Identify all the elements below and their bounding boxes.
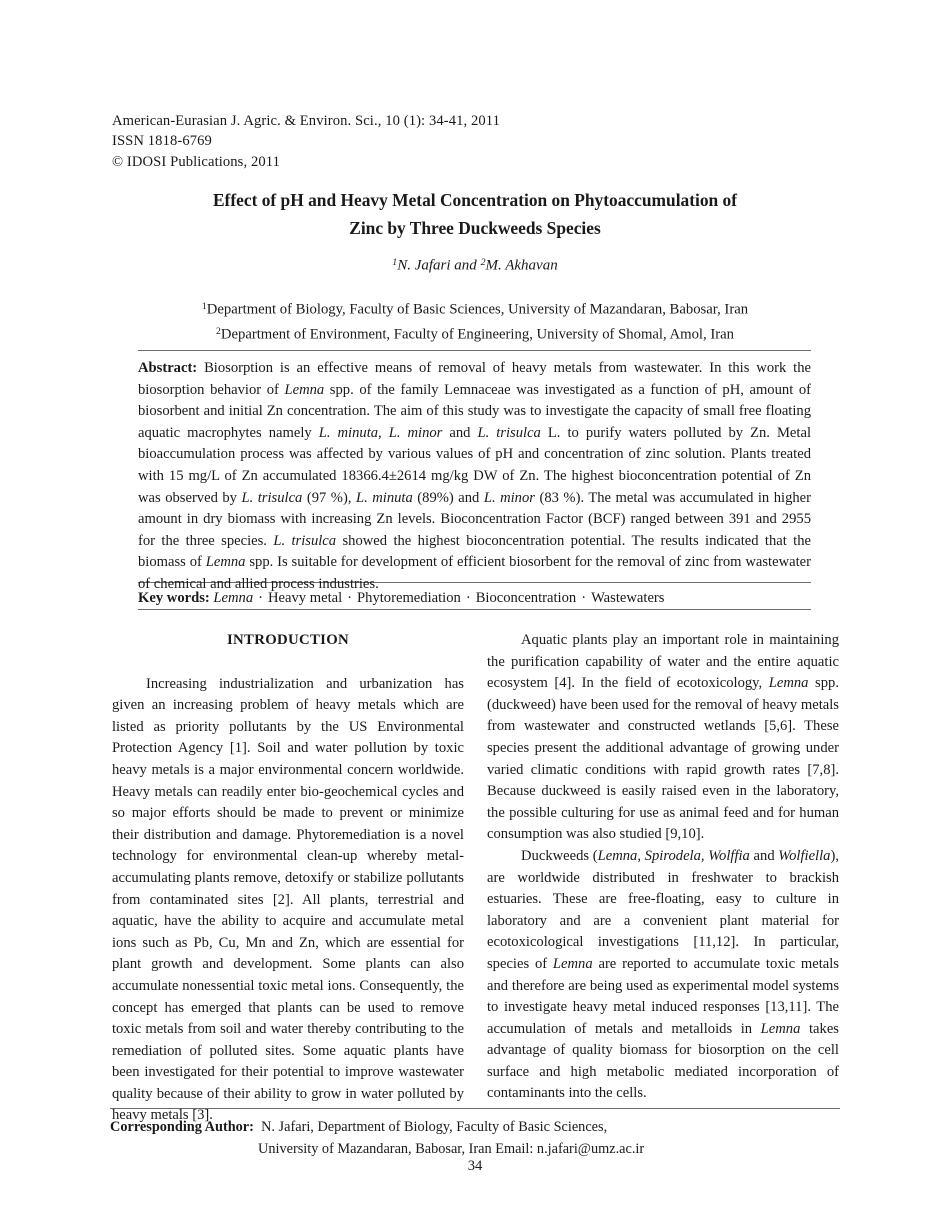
paragraph-text: and <box>749 847 779 864</box>
keyword-item-2: Phytoremediation <box>357 590 461 606</box>
keyword-item-0: Lemna <box>213 590 254 606</box>
paragraph-text: ), are worldwide distributed in freshwater to brackish estuaries. These are free-floating, easy to culture in laboratory and are a convenient plant material for ecotoxicological investigations [11,12]. In particular, species of <box>487 847 839 972</box>
corresponding-author-label: Corresponding Author: <box>110 1119 254 1135</box>
abstract-text-8: showed the highest bioconcentration potential. The results indicated that the biomass of <box>138 532 811 571</box>
corresponding-author-footer <box>110 1116 850 1160</box>
genus-name: Lemna <box>760 1020 801 1037</box>
keyword-item-3: Bioconcentration <box>475 590 577 606</box>
abstract-genus-1: Lemna <box>284 381 325 398</box>
body-column-left <box>112 630 464 1127</box>
affiliation-text-1: Department of Biology, Faculty of Basic Sciences, University of Mazandaran, Babosar, Iran <box>206 301 749 318</box>
affiliation-1 <box>120 296 830 321</box>
genus-name: Lemna <box>552 955 593 972</box>
abstract-species-2: L. trisulca <box>477 424 541 441</box>
genus-name: Lemna, Spirodela, Wolffia <box>597 847 750 864</box>
affiliation-sup-1: 1 <box>201 301 207 312</box>
body-column-right <box>487 630 839 1105</box>
genus-name: Wolfiella <box>778 847 831 864</box>
keyword-separator-0: · <box>258 590 264 606</box>
abstract-label: Abstract: <box>138 360 198 376</box>
journal-issn: ISSN 1818-6769 <box>112 133 212 150</box>
abstract-species-5: L. minor <box>483 489 535 506</box>
page-title <box>150 186 800 242</box>
affiliation-sup-2: 2 <box>216 325 221 337</box>
abstract-species-3: L. trisulca <box>241 489 303 506</box>
section-heading-introduction: INTRODUCTION <box>227 632 349 648</box>
paragraph-text: takes advantage of quality biomass for biosorption on the cell surface and high metabolic mediated incorporation of contaminants into the cells. <box>487 1020 839 1102</box>
abstract-genus-2: Lemna <box>205 554 246 571</box>
paragraph-text: Duckweeds ( <box>521 847 598 864</box>
journal-publisher: © IDOSI Publications, 2011 <box>112 153 280 170</box>
page-number: 34 <box>467 1158 483 1174</box>
abstract-species-1: L. minuta, L. minor <box>318 424 443 441</box>
corresponding-author-line-2: University of Mazandaran, Babosar, Iran Email: n.jafari@umz.ac.ir <box>258 1141 645 1157</box>
paragraph <box>487 846 839 1105</box>
keyword-item-1: Heavy metal <box>268 590 343 606</box>
author-sup-1: 1 <box>392 257 398 268</box>
affiliation-2 <box>120 321 830 346</box>
keywords-bottom-rule <box>138 609 811 610</box>
keyword-separator-1: · <box>347 590 353 606</box>
abstract-text-6: (89%) and <box>412 489 484 506</box>
abstract-text-7: (83 %). The metal was accumulated in higher amount in dry biomass with increasing Zn levels. Bioconcentration Factor (BCF) ranged between 391 and 2955 for the three species. <box>138 489 811 549</box>
title-line-2: Zinc by Three Duckweeds Species <box>349 218 601 238</box>
paragraph-text: are reported to accumulate toxic metals and therefore are being used as experimental model systems to investigate heavy metal induced responses [13,11]. The accumulation of metals and metalloids in <box>487 955 839 1037</box>
author-sup-2: 2 <box>480 257 486 268</box>
paragraph: Increasing industrialization and urbanization has given an increasing problem of heavy metals which are listed as priority pollutants by the US Environmental Protection Agency [1]. Soil and water pollution by toxic heavy metals is a major environmental concern worldwide. Heavy metals can readily enter bio-geochemical cycles and so major efforts should be made to prevent or minimize their distribution and damage. Phytoremediation is a novel technology for environmental clean-up whereby metal-accumulating plants remove, detoxify or stabilize pollutants from contaminated sites [2]. All plants, terrestrial and aquatic, have the ability to acquire and accumulate metal ions such as Pb, Cu, Mn and Zn, which are essential for plant growth and development. Some plants can also accumulate nonessential toxic metal ions. Consequently, the concept has emerged that plants can be used to remove toxic metals from soil and water thereby contributing to the remediation of polluted sites. Some aquatic plants have been investigated for their potential to improve wastewater quality because of their ability to grow in water polluted by heavy metals [3]. <box>112 675 464 1124</box>
affiliation-text-2: Department of Environment, Faculty of Engineering, University of Shomal, Amol, Iran <box>220 326 734 343</box>
abstract-text-9: spp. Is suitable for development of efficient biosorbent for the removal of zinc from wastewater of chemical and allied process industries. <box>138 554 811 592</box>
paragraph <box>487 630 839 846</box>
abstract <box>138 358 811 596</box>
keyword-separator-3: · <box>581 590 587 606</box>
journal-header <box>112 111 812 172</box>
keywords-label: Key words: <box>138 590 210 606</box>
journal-citation: American-Eurasian J. Agric. & Environ. Sci., 10 (1): 34-41, 2011 <box>112 113 501 129</box>
genus-name: Lemna <box>768 675 809 692</box>
paragraph-text: spp. (duckweed) have been used for the removal of heavy metals from wastewater and constructed wetlands [5,6]. These species present the additional advantage of growing under varied climatic conditions with rapid growth rates [7,8]. Because duckweed is easily raised even in the laboratory, the possible culturing for use as animal feed and for human consumption was also studied [9,10]. <box>487 675 839 843</box>
affiliations <box>120 296 830 346</box>
title-line-1: Effect of pH and Heavy Metal Concentration on Phytoaccumulation of <box>212 190 738 210</box>
abstract-species-6: L. trisulca <box>273 532 337 549</box>
paragraph-text: Aquatic plants play an important role in maintaining the purification capability of water and the entire aquatic ecosystem [4]. In the field of ecotoxicology, <box>487 632 839 692</box>
abstract-text-3: and <box>442 424 478 441</box>
keywords <box>138 588 811 608</box>
abstract-text-4: L. to purify waters polluted by Zn. Metal bioaccumulation process was affected by various values of pH and concentration of zinc solution. Plants treated with 15 mg/L of Zn accumulated 18366.4±2614 mg/kg DW of Zn. The highest bioconcentration potential of Zn was observed by <box>138 424 811 506</box>
corresponding-author-text-1: N. Jafari, Department of Biology, Faculty of Basic Sciences, <box>261 1119 608 1135</box>
abstract-text-2: spp. of the family Lemnaceae was investigated as a function of pH, amount of biosorbent and initial Zn concentration. The aim of this study was to investigate the capacity of small free floating aquatic macrophytes namely <box>138 381 811 441</box>
keyword-separator-2: · <box>465 590 471 606</box>
author-name-1: N. Jafari and <box>397 257 481 274</box>
abstract-text-5: (97 %), <box>302 489 356 506</box>
abstract-species-4: L. minuta <box>355 489 413 506</box>
abstract-top-rule <box>138 350 811 351</box>
author-name-2: M. Akhavan <box>485 257 558 274</box>
keyword-item-4: Wastewaters <box>591 590 665 606</box>
author-list <box>150 257 800 274</box>
abstract-text-1: Biosorption is an effective means of removal of heavy metals from wastewater. In this work the biosorption behavior of <box>138 360 811 398</box>
corresponding-author-line-1 <box>110 1116 850 1138</box>
